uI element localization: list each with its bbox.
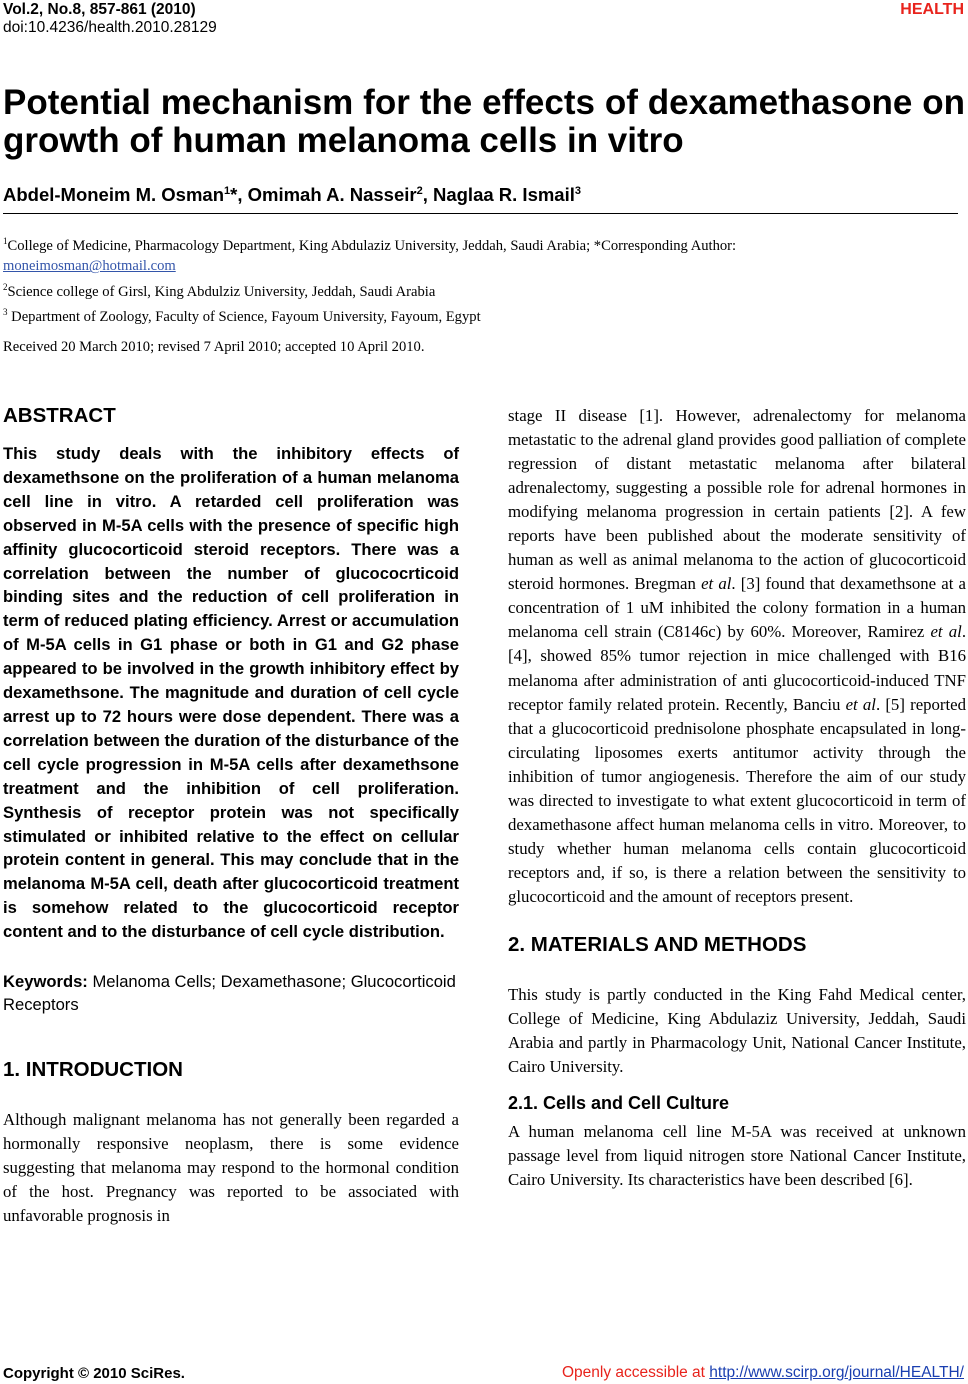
affil-text: College of Medicine, Pharmacology Department, King Abdulaziz University, Jeddah, Saudi Arabia; *Corresponding Author: bbox=[7, 237, 737, 254]
cells-subheading: 2.1. Cells and Cell Culture bbox=[508, 1093, 730, 1114]
author-name: Naglaa R. Ismail bbox=[432, 184, 575, 205]
author-affil-mark: 1 bbox=[224, 184, 231, 197]
text-run: . [3] found that dexamethsone at a concentration of 1 uM inhibited the colony formation in a human melanoma cell strain (C8146c) by 60%. Moreover, Ramirez bbox=[508, 574, 966, 642]
intro-paragraph-continued bbox=[508, 404, 966, 909]
title-divider bbox=[3, 213, 958, 214]
methods-paragraph: This study is partly conducted in the King Fahd Medical center, College of Medicine, King Abdulaziz University, Jeddah, Saudi Arabia and partly in Pharmacology Unit, National Cancer Institute, Cairo University. bbox=[508, 984, 966, 1077]
journal-name: HEALTH bbox=[900, 1, 964, 18]
intro-heading: 1. INTRODUCTION bbox=[3, 1058, 183, 1082]
cells-paragraph: A human melanoma cell line M-5A was received at unknown passage level from liquid nitrogen store National Cancer Institute, Cairo University. Its characteristics have been described [6]. bbox=[508, 1122, 966, 1190]
author-affil-mark: 3 bbox=[574, 184, 582, 197]
access-text: Openly accessible at bbox=[561, 1364, 710, 1381]
et-al: et al bbox=[701, 574, 732, 594]
journal-url-link[interactable]: http://www.scirp.org/journal/HEALTH/ bbox=[709, 1364, 964, 1381]
affiliations bbox=[3, 231, 953, 328]
text-run: . [4], showed 85% tumor rejection in mice challenged with B16 melanoma after administration of anti glucocorticoid-induced TNF receptor family related protein. Recently, Banciu bbox=[508, 622, 967, 714]
email-link[interactable]: moneimosman@hotmail.com bbox=[3, 258, 176, 275]
affil-text: Science college of Girsl, King Abdulziz University, Jeddah, Saudi Arabia bbox=[7, 283, 436, 300]
author-affil-mark: 2 bbox=[416, 184, 423, 197]
doi: doi:10.4236/health.2010.28129 bbox=[3, 19, 217, 36]
abstract-heading: ABSTRACT bbox=[3, 404, 116, 427]
author-separator: *, bbox=[230, 184, 248, 205]
keywords-list: Melanoma Cells; Dexamethasone; Glucocorticoid Receptors bbox=[3, 972, 456, 1015]
text-run: . [5] reported that a glucocorticoid prednisolone phosphate encapsulated in long-circulating liposomes exerts antitumor activity through the inhibition of tumor angiogenesis. Therefore the aim of our study was directed to investigate to what extent glucocorticoid in term of dexamethasone affect human melanoma cells in vitro. Moreover, to study whether human melanoma cells contain glucocorticoid receptors and, if so, is there a relation between the sensitivity to glucocorticoid and the amount of receptors present. bbox=[508, 694, 967, 906]
affiliation-2 bbox=[3, 277, 953, 302]
paper-title: Potential mechanism for the effects of dexamethasone on growth of human melanoma cells in vitro bbox=[3, 83, 965, 160]
keywords-label: Keywords: bbox=[3, 972, 88, 992]
abstract-text: This study deals with the inhibitory effects of dexamethsone on the proliferation of a human melanoma cell line in vitro. A retarded cell proliferation was observed in M-5A cells with the presence of specific high affinity glucocorticoid steroid receptors. There was a correlation between the number of glucococrticoid binding sites and the reduction of cell proliferation in term of reduced plating efficiency. Arrest or accumulation of M-5A cells in G1 phase or both in G1 and G2 phase appeared to be involved in the growth inhibitory effect by dexamethsone. The magnitude and duration of cell cycle arrest up to 72 hours were dose dependent. There was a correlation between the duration of the disturbance of the cell cycle progression in M-5A cells after dexamethsone treatment and the inhibition of cell proliferation. Synthesis of receptor protein was not specifically stimulated or inhibited relative to the effect on cellular protein content in general. This may conclude that in the melanoma M-5A cell, death after glucocorticoid treatment is somehow related to the glucocorticoid receptor content and to the disturbance of cell cycle distribution. bbox=[3, 444, 459, 942]
keywords bbox=[3, 970, 459, 1016]
intro-paragraph: Although malignant melanoma has not generally been regarded a hormonally responsive neoplasm, there is some evidence suggesting that melanoma may respond to the hormonal condition of the host. Pregnancy was reported to be associated with unfavorable prognosis in bbox=[3, 1110, 459, 1226]
author-name: Omimah A. Nasseir bbox=[247, 184, 417, 205]
open-access-note bbox=[562, 1364, 964, 1382]
author-separator: , bbox=[422, 184, 433, 205]
right-column bbox=[508, 404, 966, 1192]
affiliation-1 bbox=[3, 231, 953, 256]
et-al: et al bbox=[845, 694, 876, 714]
received-dates: Received 20 March 2010; revised 7 April 2010; accepted 10 April 2010. bbox=[3, 339, 425, 355]
author-name: Abdel-Moneim M. Osman bbox=[3, 184, 224, 205]
affil-text: Department of Zoology, Faculty of Science, Fayoum University, Fayoum, Egypt bbox=[7, 309, 481, 326]
affil-mark: 3 bbox=[3, 307, 8, 318]
affil-mark: 1 bbox=[3, 236, 8, 246]
affil-mark: 2 bbox=[3, 281, 8, 292]
et-al: et al bbox=[930, 622, 962, 642]
running-header bbox=[3, 1, 217, 37]
copyright: Copyright © 2010 SciRes. bbox=[3, 1365, 185, 1382]
volume-info: Vol.2, No.8, 857-861 (2010) bbox=[3, 1, 196, 18]
left-column bbox=[3, 404, 459, 1228]
text-run: stage II disease [1]. However, adrenalectomy for melanoma metastatic to the adrenal gland provides good palliation of complete regression of distant metastatic melanoma after bilateral adrenalectomy, suggesting a possible role for adrenal hormones in modifying melanoma progression in certain patients [2]. A few reports have been published about the moderate sensitivity of human as well as animal melanoma to the action of glucocorticoid steroid hormones. Bregman bbox=[508, 406, 966, 594]
affiliation-3 bbox=[3, 302, 953, 327]
methods-heading: 2. MATERIALS AND METHODS bbox=[508, 932, 807, 956]
author-list bbox=[3, 184, 581, 206]
